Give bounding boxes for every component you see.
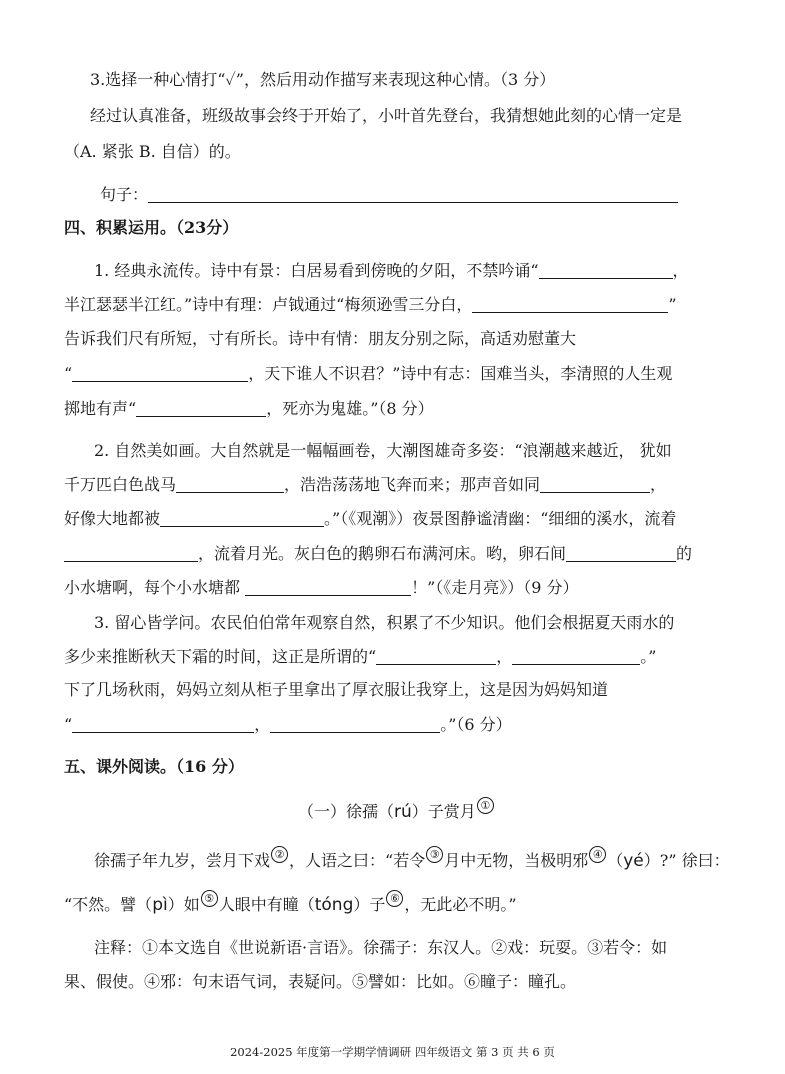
reading-text: “不然。譬（ xyxy=(64,895,153,914)
q4-1-text: ， xyxy=(672,261,689,280)
q4-1-text: ，死亦为鬼雄。”（8 分） xyxy=(266,399,434,418)
q4-2-line1: 2. 自然美如画。大自然就是一幅幅画卷，大潮图雄奇多姿：“浪潮越来越近， 犹如 xyxy=(94,441,672,460)
q4-2-blank-5[interactable] xyxy=(566,543,676,562)
q4-1-line5 xyxy=(64,398,434,419)
q4-1-blank-2[interactable] xyxy=(472,294,668,313)
q4-3-line3: 下了几场秋雨，妈妈立刻从柜子里拿出了厚衣服让我穿上，这是因为妈妈知道 xyxy=(64,680,609,699)
q4-3-text: 多少来推断秋天下霜的时间，这正是所谓的“ xyxy=(64,647,377,666)
q4-2-blank-2[interactable] xyxy=(540,474,650,493)
pinyin-tong: tóng xyxy=(314,895,354,915)
q4-3-text: 。” xyxy=(640,647,657,666)
q4-1-line1 xyxy=(94,260,689,281)
q4-2-line3 xyxy=(64,508,676,529)
note-marker: ② xyxy=(271,846,288,863)
q4-1-line2 xyxy=(64,294,677,315)
q4-3-text: ， xyxy=(254,715,271,734)
question-mood-text-line1: 经过认真准备，班级故事会终于开始了，小叶首先登台，我猜想她此刻的心情一定是 xyxy=(90,106,683,125)
notes-line2: 果、假使。④邪：句末语气词，表疑问。⑤譬如：比如。⑥瞳子：瞳孔。 xyxy=(64,972,577,991)
sentence-blank[interactable] xyxy=(148,184,678,203)
reading-text: ，人语之曰：“若令 xyxy=(289,851,426,870)
question-mood-text-line2: （A. 紧张 B. 自信）的。 xyxy=(64,142,241,161)
reading-title-text: ）子赏月 xyxy=(411,802,476,821)
reading-text: ，无此必不明。” xyxy=(404,895,517,914)
note-marker: ① xyxy=(477,797,494,814)
reading-text: ）?” 徐曰： xyxy=(643,851,730,870)
q4-2-line2 xyxy=(64,474,666,495)
q4-2-text: ！”（《走月亮》）（9 分） xyxy=(411,578,579,597)
note-marker: ⑤ xyxy=(201,890,218,907)
q4-2-blank-6[interactable] xyxy=(245,577,411,596)
q4-3-line1: 3. 留心皆学问。农民伯伯常年观察自然，积累了不少知识。他们会根据夏天雨水的 xyxy=(94,613,675,632)
q4-1-blank-1[interactable] xyxy=(539,260,673,279)
section-4-heading: 四、积累运用。（23分） xyxy=(64,218,239,237)
reading-paragraph-line2 xyxy=(64,892,517,915)
reading-text: ）子 xyxy=(353,895,386,914)
q4-2-text: ，浩浩荡荡地飞奔而来；那声音如同 xyxy=(284,475,541,494)
q4-3-line4 xyxy=(64,714,512,735)
q4-3-blank-4[interactable] xyxy=(270,714,440,733)
q4-2-blank-4[interactable] xyxy=(64,543,198,562)
q4-1-text: ，天下谁人不识君？”诗中有志：国难当头，李清照的人生观 xyxy=(248,364,673,383)
sentence-label: 句子： xyxy=(100,185,149,204)
note-marker: ④ xyxy=(589,846,606,863)
q4-2-text: 千万匹白色战马 xyxy=(64,475,177,494)
q4-2-text: ，流着月光。灰白色的鹅卵石布满河床。哟，卵石间 xyxy=(198,544,567,563)
note-marker: ③ xyxy=(426,846,443,863)
q4-3-line2 xyxy=(64,646,656,667)
q4-3-blank-1[interactable] xyxy=(376,646,496,665)
q4-1-text: “ xyxy=(64,364,73,383)
q4-3-text: 。”（6 分） xyxy=(440,715,512,734)
q4-1-text: 掷地有声“ xyxy=(64,399,137,418)
q4-3-blank-3[interactable] xyxy=(72,714,254,733)
q4-3-text: “ xyxy=(64,715,73,734)
q4-2-blank-3[interactable] xyxy=(160,508,324,527)
reading-paragraph-line1 xyxy=(94,848,730,871)
q4-2-line4 xyxy=(64,543,692,564)
reading-text: （ xyxy=(607,851,624,870)
reading-title xyxy=(298,799,495,822)
q4-3-blank-2[interactable] xyxy=(512,646,640,665)
note-marker: ⑥ xyxy=(386,890,403,907)
q4-1-line4 xyxy=(64,363,672,384)
q4-2-text: 小水塘啊，每个小水塘都 xyxy=(64,578,246,597)
q4-1-text: 半江瑟瑟半江红。”诗中有理：卢钺通过“梅须逊雪三分白， xyxy=(64,295,473,314)
q4-2-text: 的 xyxy=(676,544,693,563)
q4-1-text: ” xyxy=(668,295,677,314)
reading-text: 月中无物，当极明邪 xyxy=(444,851,589,870)
q4-1-text: 1. 经典永流传。诗中有景：白居易看到傍晚的夕阳，不禁吟诵“ xyxy=(94,261,539,280)
q4-2-text: 好像大地都被 xyxy=(64,509,161,528)
section-5-heading: 五、课外阅读。（16 分） xyxy=(64,757,244,776)
reading-text: 人眼中有瞳（ xyxy=(218,895,315,914)
reading-title-text: （一）徐孺（ xyxy=(298,802,395,821)
q4-2-text: 。”（《观潮》）夜景图静谧清幽：“细细的溪水，流着 xyxy=(324,509,677,528)
pinyin-ru: rú xyxy=(394,802,412,822)
notes-line1: 注释：①本文选自《世说新语·言语》。徐孺子：东汉人。②戏：玩耍。③若令：如 xyxy=(94,938,668,957)
q4-1-blank-3[interactable] xyxy=(72,363,248,382)
q4-2-line5 xyxy=(64,577,579,598)
reading-text: 徐孺子年九岁，尝月下戏 xyxy=(94,851,271,870)
question-mood-prompt: 3.选择一种心情打“✓”，然后用动作描写来表现这种心情。（3 分） xyxy=(90,70,556,89)
sentence-answer-row xyxy=(100,184,678,205)
q4-2-blank-1[interactable] xyxy=(176,474,284,493)
q4-2-text: ， xyxy=(650,475,667,494)
q4-3-text: ， xyxy=(496,647,513,666)
pinyin-pi: pì xyxy=(152,895,168,915)
q4-1-line3: 告诉我们尺有所短，寸有所长。诗中有情：朋友分别之际，高适劝慰董大 xyxy=(64,329,577,348)
reading-text: ）如 xyxy=(167,895,200,914)
page-footer: 2024-2025 年度第一学期学情调研 四年级语文 第 3 页 共 6 页 xyxy=(230,1045,555,1059)
q4-1-blank-4[interactable] xyxy=(136,398,266,417)
pinyin-ye: yé xyxy=(623,851,644,871)
